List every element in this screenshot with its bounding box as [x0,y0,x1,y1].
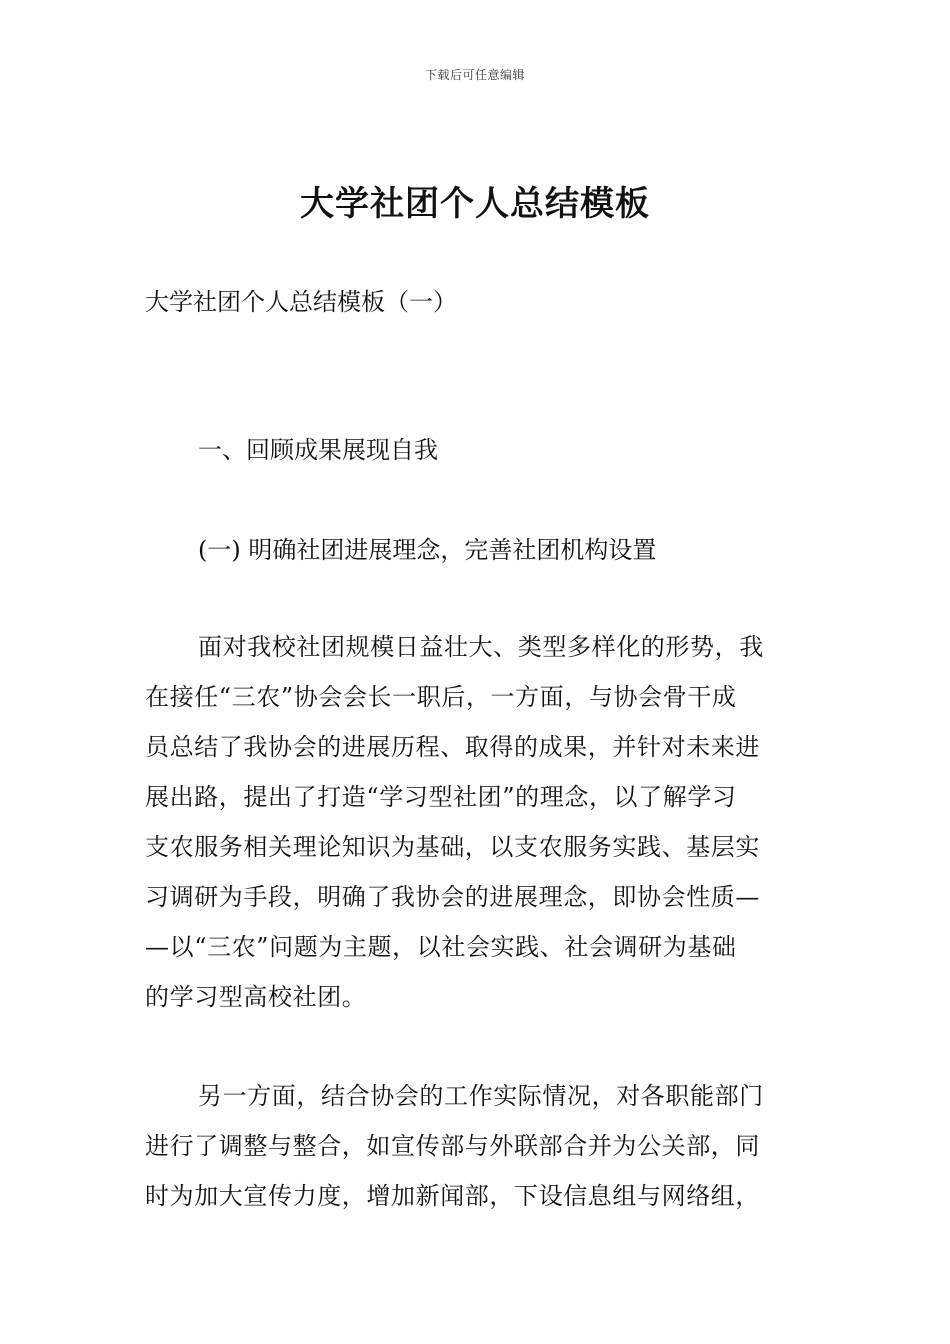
paragraph-line: 的学习型高校社团。 [145,983,367,1011]
paragraph-line: 进行了调整与整合，如宣传部与外联部合并为公关部，同 [145,1132,760,1160]
paragraph-line: 时为加大宣传力度，增加新闻部，下设信息组与网络组， [145,1182,760,1210]
paragraph-line: 另一方面，结合协会的工作实际情况，对各职能部门 [198,1082,764,1110]
paragraph-line: 支农服务相关理论知识为基础，以支农服务实践、基层实 [145,833,760,861]
paragraph-line: 展出路，提出了打造“学习型社团”的理念，以了解学习 [145,783,737,811]
paragraph-line: 员总结了我协会的进展历程、取得的成果，并针对未来进 [145,733,760,761]
paragraph-line: 面对我校社团规模日益壮大、类型多样化的形势，我 [198,633,764,661]
paragraph-line: 在接任“三农”协会会长一职后，一方面，与协会骨干成 [145,683,737,711]
header-note: 下载后可任意编辑 [424,68,525,82]
paragraph-2 [145,1071,810,1221]
document-subtitle: 大学社团个人总结模板（一） [145,288,457,316]
paragraph-line: 习调研为手段，明确了我协会的进展理念，即协会性质— [145,883,760,911]
document-title: 大学社团个人总结模板 [300,184,650,224]
paragraph-1 [145,622,810,1022]
paragraph-line: —以“三农”问题为主题，以社会实践、社会调研为基础 [145,933,737,961]
section-heading-1: 一、回顾成果展现自我 [198,436,438,464]
section-heading-2: (一) 明确社团进展理念，完善社团机构设置 [198,536,657,564]
